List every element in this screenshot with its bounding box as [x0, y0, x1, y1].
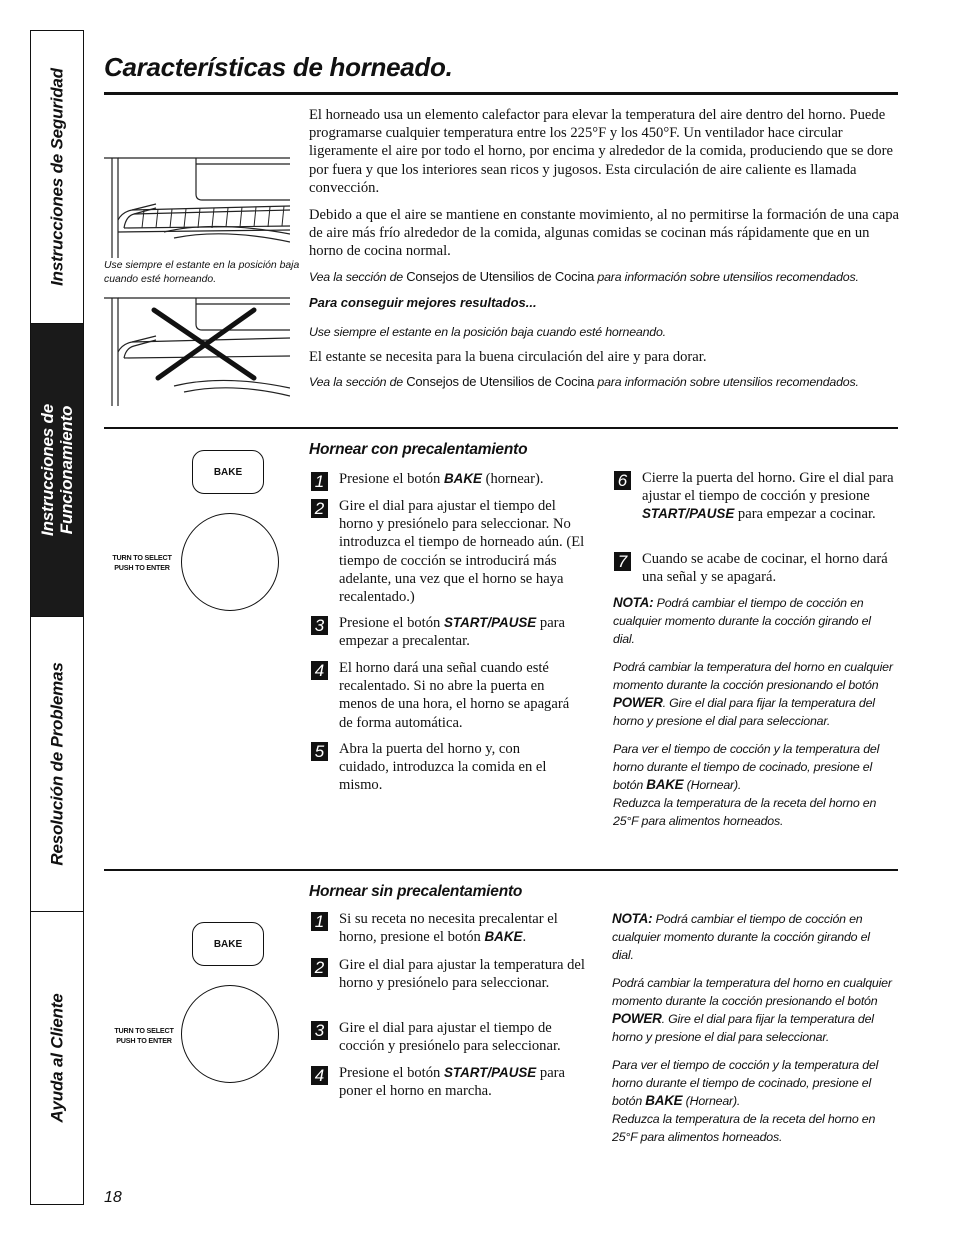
preheat-heading: Hornear con precalentamiento — [309, 441, 528, 458]
dial-label: TURN TO SELECT PUSH TO ENTER — [112, 553, 172, 572]
tab-troubleshooting[interactable] — [31, 617, 83, 912]
step-number: 4 — [311, 661, 328, 680]
step-number: 3 — [311, 1021, 328, 1040]
tab-customer-service[interactable] — [31, 912, 83, 1204]
rack-caption: Use siempre el estante en la posición baja cuando esté horneando. — [104, 260, 300, 285]
tab-safety[interactable] — [31, 31, 83, 324]
nota-note: NOTA: Podrá cambiar el tiempo de cocción en cualquier momento durante la cocción girando el dial. — [613, 595, 871, 646]
step-text: Presione el botón START/PAUSE para poner el horno en marcha. — [339, 1065, 566, 1100]
step-number: 2 — [311, 499, 328, 518]
bake-button[interactable]: BAKE — [192, 450, 264, 494]
see-link-1[interactable]: Consejos de Utensilios de Cocina — [406, 268, 595, 284]
step-text: El horno dará una señal cuando esté recalentado. Si no abre la puerta en menos de una hora, el horno se apagará de forma automática. — [339, 660, 570, 731]
step-number: 6 — [614, 471, 631, 490]
see-link-2[interactable]: Consejos de Utensilios de Cocina — [406, 373, 595, 389]
title-rule — [104, 92, 898, 95]
no-preheat-notes — [612, 910, 892, 1146]
oven-rack-wrong-illustration — [104, 296, 290, 406]
step-number: 3 — [311, 616, 328, 635]
best-results-heading: Para conseguir mejores resultados... — [309, 294, 537, 310]
section-tabs — [30, 30, 84, 1205]
step-text: Presione el botón BAKE (hornear). — [339, 471, 544, 487]
step-number: 1 — [311, 912, 328, 931]
intro-section — [309, 106, 899, 391]
tab-safety-label: Instrucciones de Seguridad — [47, 68, 67, 286]
temp-note: Podrá cambiar la temperatura del horno en cualquier momento durante la cocción presionando el botón POWER. Gire el dial para fijar la temperatura del horno y presione el dial para seleccionar. — [613, 660, 893, 728]
reduce-note: Reduzca la temperatura de la receta del horno en 25°F para alimentos horneados. — [613, 796, 877, 828]
tab-customer-service-label: Ayuda al Cliente — [47, 993, 67, 1123]
nota-note: NOTA: Podrá cambiar el tiempo de cocción en cualquier momento durante la cocción girando el dial. — [612, 911, 870, 962]
step-text: Gire el dial para ajustar la temperatura del horno y presiónelo para seleccionar. — [339, 957, 585, 992]
page-number: 18 — [104, 1189, 122, 1206]
view-note: Para ver el tiempo de cocción y la temperatura del horno durante el tiempo de cocinado, presione el botón BAKE (Hornear). — [612, 1058, 879, 1108]
section-divider-1 — [104, 427, 898, 429]
step-number: 2 — [311, 958, 328, 977]
tab-troubleshooting-label: Resolución de Problemas — [47, 662, 67, 866]
step-text: Si su receta no necesita precalentar el horno, presione el botón BAKE. — [339, 911, 558, 946]
step-text: Presione el botón START/PAUSE para empezar a precalentar. — [339, 615, 566, 650]
reduce-note: Reduzca la temperatura de la receta del horno en 25°F para alimentos horneados. — [612, 1112, 876, 1144]
intro-paragraph-3: El estante se necesita para la buena circulación del aire y para dorar. — [309, 348, 707, 365]
step-text: Cuando se acabe de cocinar, el horno dará una señal y se apagará. — [642, 551, 888, 586]
preheat-notes — [613, 594, 893, 830]
page-title: Características de horneado. — [104, 52, 453, 82]
best-results-note: Use siempre el estante en la posición baja cuando esté horneando. — [309, 324, 666, 339]
tab-operating-label: Instrucciones de Funcionamiento — [38, 404, 76, 536]
step-number: 7 — [614, 552, 631, 571]
step-text: Abra la puerta del horno y, con cuidado, introduzca la comida en el mismo. — [339, 741, 547, 794]
control-dial[interactable] — [181, 513, 279, 611]
oven-rack-low-illustration — [104, 154, 290, 258]
step-text: Gire el dial para ajustar el tiempo del horno y presiónelo para seleccionar. No introduzca el tiempo de horneado aún. (El tiempo de cocción se introducirá más adelante, una vez que el horno se haya recalentado.) — [339, 498, 585, 606]
bake-button[interactable]: BAKE — [192, 922, 264, 966]
step-text: Gire el dial para ajustar el tiempo de cocción y presiónelo para seleccionar. — [339, 1020, 561, 1055]
see-section-note-1: Vea la sección de Consejos de Utensilios de Cocina para información sobre utensilios recomendados. — [309, 268, 859, 284]
temp-note: Podrá cambiar la temperatura del horno en cualquier momento durante la cocción presionando el botón POWER. Gire el dial para fijar la temperatura del horno y presione el dial para seleccionar. — [612, 976, 892, 1044]
step-text: Cierre la puerta del horno. Gire el dial para ajustar el tiempo de cocción y presione START/PAUSE para empezar a cocinar. — [642, 470, 894, 523]
dial-label: TURN TO SELECT PUSH TO ENTER — [114, 1026, 174, 1045]
intro-paragraph-1: El horneado usa un elemento calefactor para elevar la temperatura del aire dentro del horno. Puede programarse cualquier temperatura entre los 225°F y los 450°F. Un ventilador hace circular ligeramente el aire por todo el horno, por encima y alrededor de la comida, produciendo que se dore por fuera y que los interiores sean ricos y jugosos. Esta circulación de aire caliente es llamada convección. — [309, 107, 893, 196]
step-number: 4 — [311, 1066, 328, 1085]
step-number: 5 — [311, 742, 328, 761]
view-note: Para ver el tiempo de cocción y la temperatura del horno durante el tiempo de cocinado, presione el botón BAKE (Hornear). — [613, 742, 880, 792]
see-section-note-2: Vea la sección de Consejos de Utensilios de Cocina para información sobre utensilios recomendados. — [309, 373, 859, 389]
tab-operating[interactable] — [31, 324, 83, 617]
no-preheat-heading: Hornear sin precalentamiento — [309, 883, 523, 900]
step-number: 1 — [311, 472, 328, 491]
section-divider-2 — [104, 869, 898, 871]
control-dial[interactable] — [181, 985, 279, 1083]
intro-paragraph-2: Debido a que el aire se mantiene en constante movimiento, al no permitirse la formación de una capa de aire más frío alrededor de la comida, algunas comidas se cocinan más rápidamente que en un horno de cocina normal. — [309, 207, 900, 260]
